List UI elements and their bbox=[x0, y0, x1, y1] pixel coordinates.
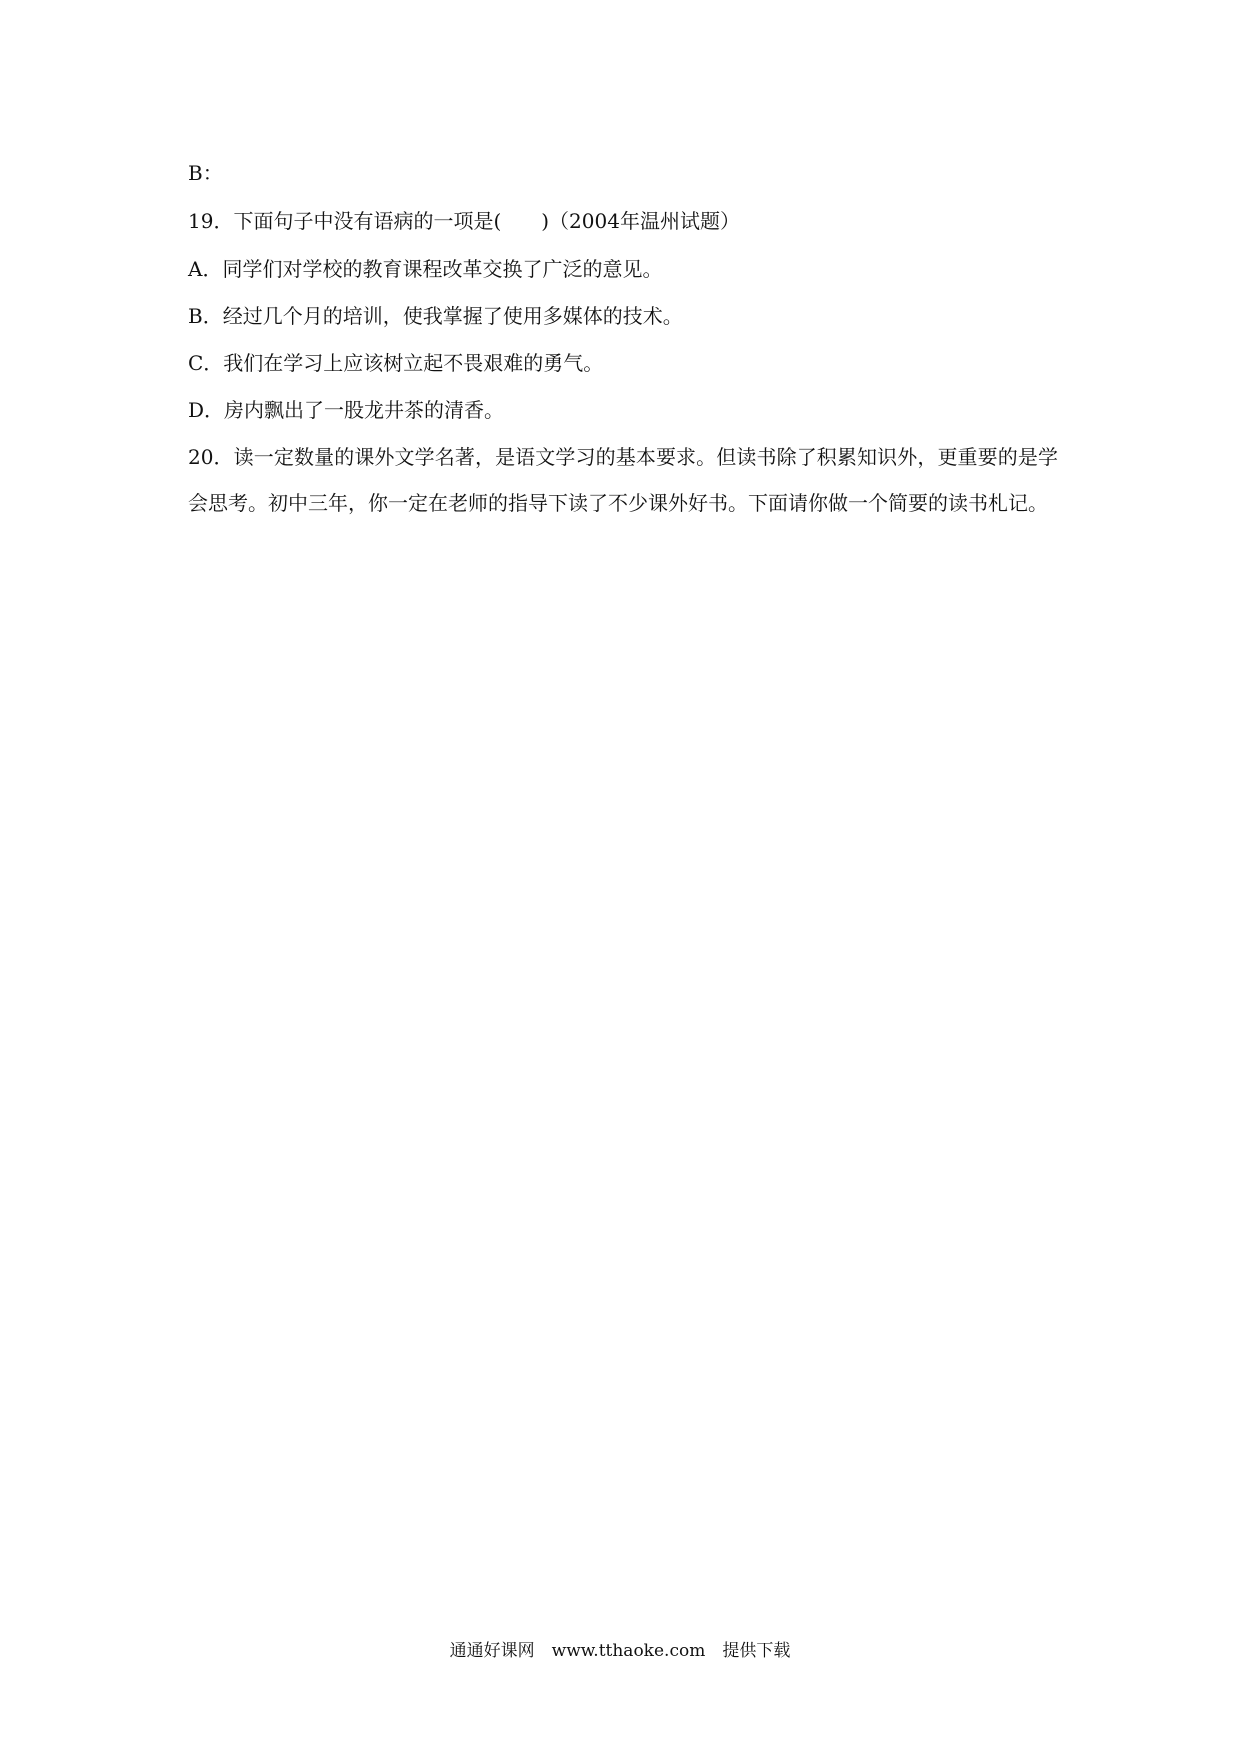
page-footer: 通通好课网 www.tthaoke.com 提供下载 bbox=[449, 1641, 791, 1661]
question-19-stem: 19．下面句子中没有语病的一项是( )（2004年温州试题） bbox=[188, 209, 740, 233]
question-19-option-c: C．我们在学习上应该树立起不畏艰难的勇气。 bbox=[188, 351, 604, 375]
question-19-option-d: D．房内飘出了一股龙井茶的清香。 bbox=[188, 398, 505, 422]
question-20-text: 20．读一定数量的课外文学名著，是语文学习的基本要求。但读书除了积累知识外，更重要的是学会思考。初中三年，你一定在老师的指导下读了不少课外好书。下面请你做一个简要的读书札记。 bbox=[188, 445, 1058, 515]
question-19-option-a: A．同学们对学校的教育课程改革交换了广泛的意见。 bbox=[188, 257, 663, 281]
question-19 bbox=[188, 208, 1058, 423]
document-body bbox=[188, 160, 1058, 526]
answer-b-label: B： bbox=[188, 161, 223, 185]
question-19-option-b: B．经过几个月的培训，使我掌握了使用多媒体的技术。 bbox=[188, 304, 683, 328]
